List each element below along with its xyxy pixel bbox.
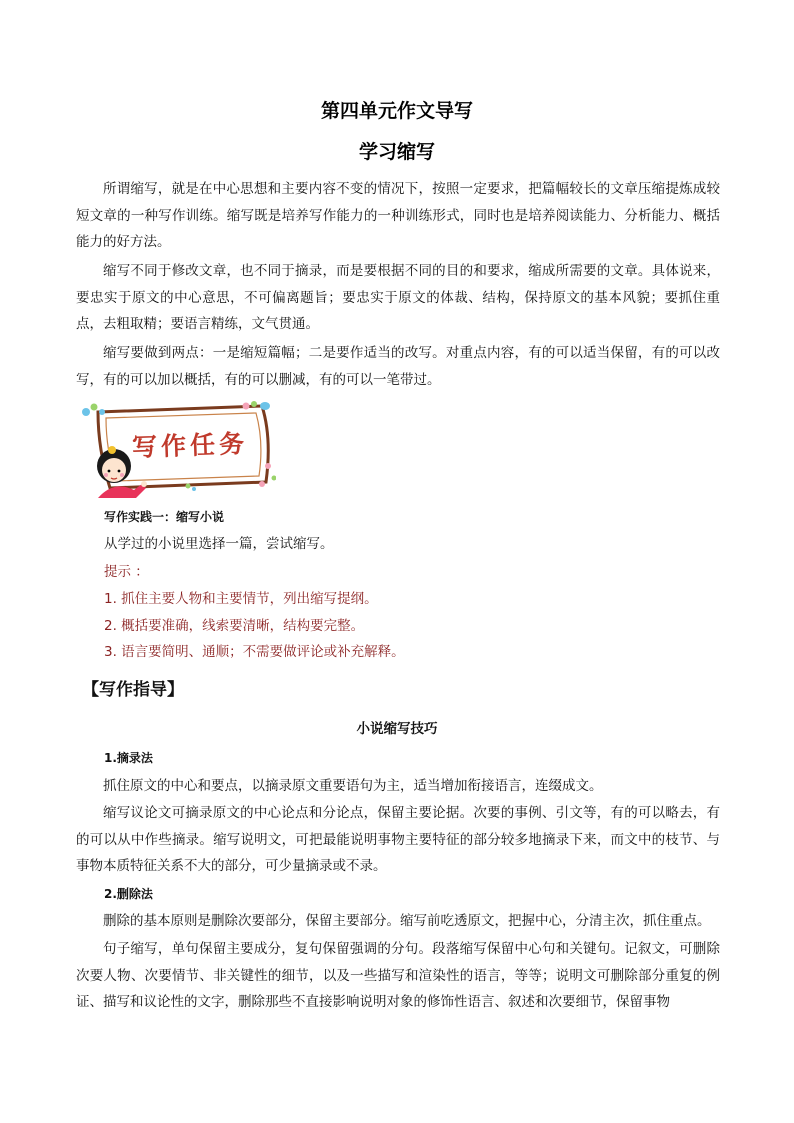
doc-subtitle: 学习缩写 xyxy=(358,141,435,163)
practice-description: 从学过的小说里选择一篇，尝试缩写。 xyxy=(104,536,334,552)
guide-subtitle: 小说缩写技巧 xyxy=(356,721,438,737)
doc-title: 第四单元作文导写 xyxy=(320,100,473,122)
tip-item: 3. 语言要简明、通顺；不需要做评论或补充解释。 xyxy=(104,644,405,660)
writing-task-banner xyxy=(76,398,276,498)
tip-item: 2. 概括要准确，线索要清晰，结构要完整。 xyxy=(104,618,365,634)
method-2-paragraph-1: 删除的基本原则是删除次要部分，保留主要部分。缩写前吃透原文，把握中心，分清主次，抓住重点。 xyxy=(103,913,711,929)
method-1-paragraph-1: 抓住原文的中心和要点，以摘录原文重要语句为主，适当增加衔接语言，连缀成文。 xyxy=(103,778,603,794)
tip-item: 1. 抓住主要人物和主要情节，列出缩写提纲。 xyxy=(104,591,378,607)
method-title-delete: 2.删除法 xyxy=(104,887,153,901)
method-2-paragraph-2: 句子缩写，单句保留主要成分，复句保留强调的分句。段落缩写保留中心句和关键句。记叙文，可删除次要人物、次要情节、非关键性的细节，以及一些描写和渲染性的语言，等等；说明文可删除部分重复的例证、描写和议论性的文字，删除那些不直接影响说明对象的修饰性语言、叙述和次要细节，保留事物 xyxy=(76,941,720,1010)
banner-text: 写作任务 xyxy=(131,428,249,463)
tips-label: 提示 ： xyxy=(104,564,149,580)
flower-icon xyxy=(82,404,105,417)
guide-heading: 【写作指导】 xyxy=(82,680,184,700)
method-title-excerpt: 1.摘录法 xyxy=(104,751,153,765)
intro-paragraph-3: 缩写要做到两点：一是缩短篇幅；二是要作适当的改写。对重点内容，有的可以适当保留，有的可以改写，有的可以加以概括，有的可以删减，有的可以一笔带过。 xyxy=(76,345,720,388)
practice-title: 写作实践一：缩写小说 xyxy=(104,510,225,524)
method-1-paragraph-2: 缩写议论文可摘录原文的中心论点和分论点，保留主要论据。次要的事例、引文等，有的可以略去，有的可以从中作些摘录。缩写说明文，可把最能说明事物主要特征的部分较多地摘录下来，而文中的枝节、与事物本质特征关系不大的部分，可少量摘录或不录。 xyxy=(76,805,720,874)
intro-paragraph-1: 所谓缩写，就是在中心思想和主要内容不变的情况下，按照一定要求，把篇幅较长的文章压缩提炼成较短文章的一种写作训练。缩写既是培养写作能力的一种训练形式，同时也是培养阅读能力、分析能力、概括能力的好方法。 xyxy=(76,181,720,250)
intro-paragraph-2: 缩写不同于修改文章，也不同于摘录，而是要根据不同的目的和要求，缩成所需要的文章。具体说来，要忠实于原文的中心意思，不可偏离题旨；要忠实于原文的体裁、结构，保持原文的基本风貌；要抓住重点，去粗取精；要语言精练，文气贯通。 xyxy=(76,263,720,332)
